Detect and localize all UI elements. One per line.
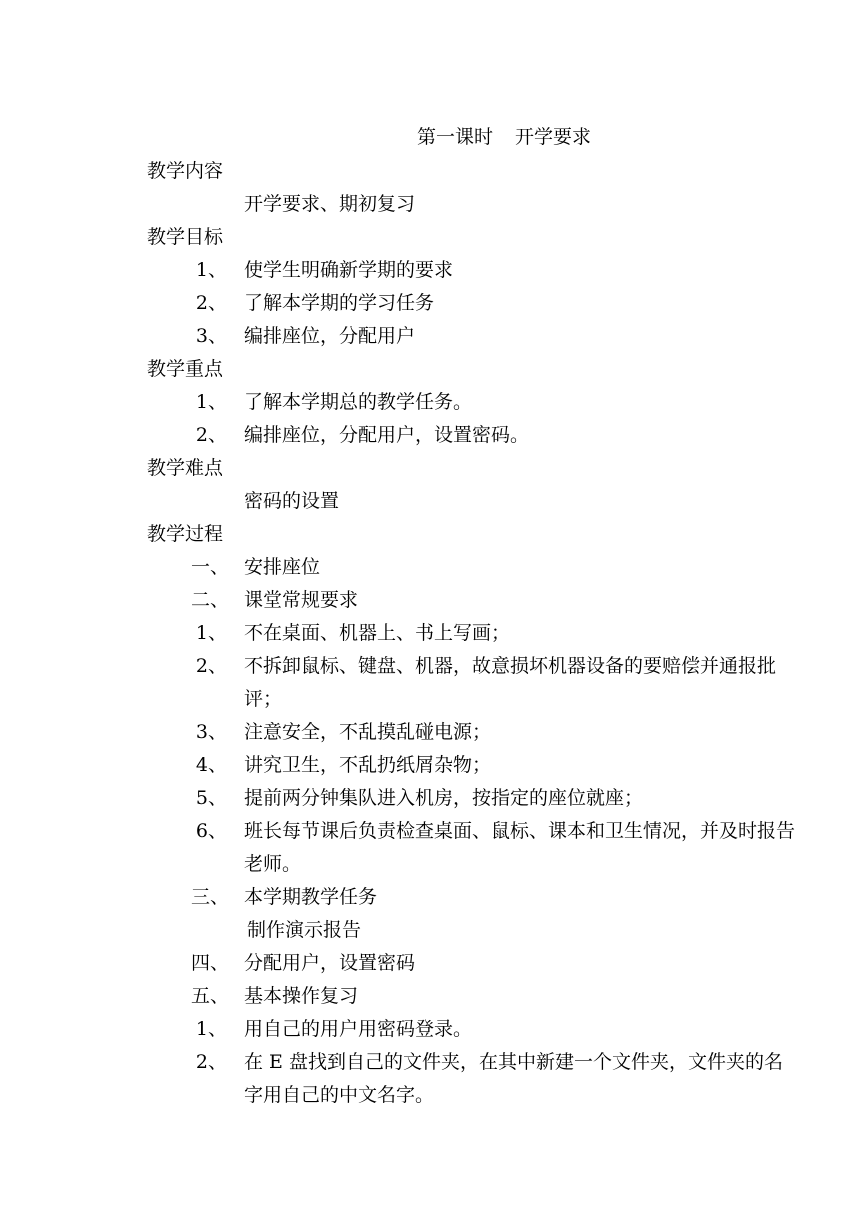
key-point-item [147, 419, 797, 452]
process-step-text: 本学期教学任务 [244, 886, 378, 908]
process-step-text: 基本操作复习 [244, 985, 359, 1007]
process-step-number: 三、 [190, 886, 229, 908]
goal-number: 2、 [195, 292, 227, 314]
goal-item [147, 254, 797, 287]
key-point-item [147, 386, 797, 419]
key-point-number: 1、 [195, 391, 227, 413]
key-point-text: 了解本学期总的教学任务。 [244, 391, 473, 413]
rule-item [147, 782, 797, 815]
rule-item [147, 617, 797, 650]
review-item [147, 1013, 797, 1046]
goal-item [147, 287, 797, 320]
section-heading-process: 教学过程 [147, 523, 224, 545]
key-point-number: 2、 [195, 424, 227, 446]
rule-item [147, 815, 797, 881]
review-number: 1、 [195, 1018, 227, 1040]
rule-number: 2、 [195, 655, 227, 677]
review-number: 2、 [195, 1051, 227, 1073]
process-step [147, 881, 797, 914]
rule-text: 班长每节课后负责检查桌面、鼠标、课本和卫生情况，并及时报告老师。 [244, 820, 796, 875]
process-step [147, 947, 797, 980]
key-point-text: 编排座位，分配用户，设置密码。 [244, 424, 530, 446]
rule-item [147, 716, 797, 749]
goal-number: 3、 [195, 325, 227, 347]
rule-text: 提前两分钟集队进入机房，按指定的座位就座； [244, 787, 644, 809]
rule-item [147, 650, 797, 716]
process-step-text: 分配用户，设置密码 [244, 952, 416, 974]
review-item [147, 1046, 797, 1112]
rule-number: 5、 [195, 787, 227, 809]
rule-text: 注意安全，不乱摸乱碰电源； [244, 721, 492, 743]
lesson-title [417, 124, 591, 150]
process-step-body: 制作演示报告 [247, 919, 362, 941]
goal-text: 编排座位，分配用户 [244, 325, 416, 347]
goal-text: 使学生明确新学期的要求 [244, 259, 454, 281]
section-heading-difficulties: 教学难点 [147, 457, 224, 479]
rule-text: 不在桌面、机器上、书上写画； [244, 622, 511, 644]
review-text: 在 E 盘找到自己的文件夹，在其中新建一个文件夹，文件夹的名字用自己的中文名字。 [244, 1051, 783, 1106]
process-step-number: 二、 [190, 589, 229, 611]
process-step [147, 551, 797, 584]
rule-text: 不拆卸鼠标、键盘、机器，故意损坏机器设备的要赔偿并通报批评； [244, 655, 777, 710]
section-body-difficulties: 密码的设置 [244, 490, 340, 512]
section-heading-goals: 教学目标 [147, 226, 224, 248]
rule-number: 4、 [195, 754, 227, 776]
lesson-number: 第一课时 [417, 126, 494, 148]
process-step-number: 五、 [190, 985, 229, 1007]
goal-item [147, 320, 797, 353]
goal-number: 1、 [195, 259, 227, 281]
rule-text: 讲究卫生，不乱扔纸屑杂物； [244, 754, 492, 776]
rule-number: 1、 [195, 622, 227, 644]
process-step-text: 课堂常规要求 [244, 589, 359, 611]
rule-number: 6、 [195, 820, 227, 842]
process-step-text: 安排座位 [244, 556, 321, 578]
process-step [147, 980, 797, 1013]
rule-number: 3、 [195, 721, 227, 743]
lesson-body [147, 155, 797, 1112]
goal-text: 了解本学期的学习任务 [244, 292, 435, 314]
lesson-topic: 开学要求 [515, 126, 592, 148]
process-step-number: 一、 [190, 556, 229, 578]
review-text: 用自己的用户用密码登录。 [244, 1018, 473, 1040]
process-step [147, 584, 797, 617]
rule-item [147, 749, 797, 782]
section-heading-content: 教学内容 [147, 160, 224, 182]
section-body-content: 开学要求、期初复习 [244, 193, 416, 215]
process-step-number: 四、 [190, 952, 229, 974]
section-heading-key-points: 教学重点 [147, 358, 224, 380]
